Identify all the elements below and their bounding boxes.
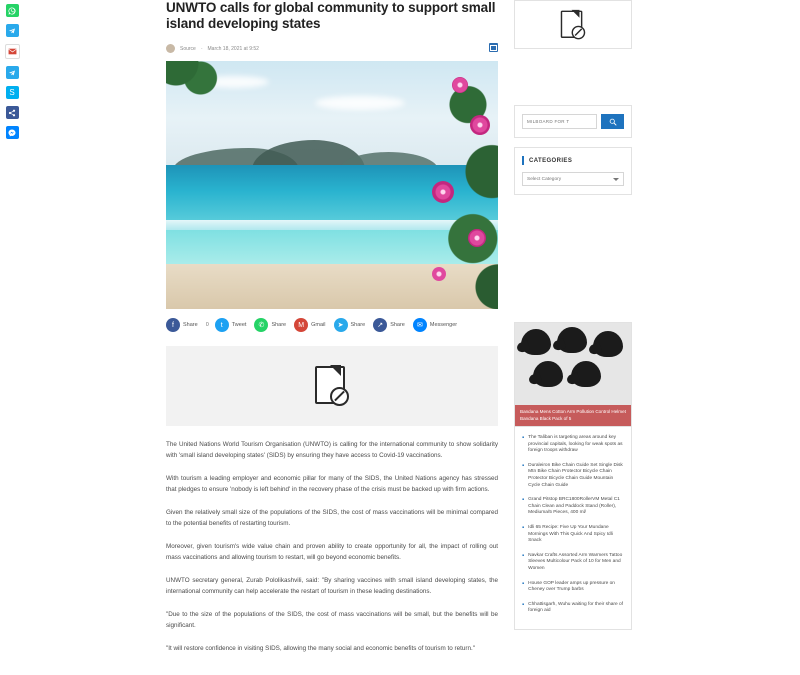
facebook-icon: f bbox=[166, 318, 180, 332]
skype-icon[interactable]: S bbox=[6, 86, 19, 99]
byline-separator: - bbox=[200, 45, 203, 52]
gmail-icon: M bbox=[294, 318, 308, 332]
list-item[interactable] bbox=[522, 463, 624, 489]
search-input[interactable] bbox=[522, 114, 597, 129]
share-icon[interactable] bbox=[6, 106, 19, 119]
list-item[interactable] bbox=[522, 525, 624, 545]
byline-source: Source bbox=[180, 45, 196, 52]
news-item-title: Navkar Crafts Assorted Arm Warmers Tattoo Sleeves Multicolour Pack of 10 for Men and Women bbox=[528, 552, 623, 571]
bullet-icon: ▪ bbox=[522, 497, 525, 504]
hero-flower bbox=[432, 267, 446, 281]
twitter-icon: t bbox=[215, 318, 229, 332]
broken-image-icon bbox=[315, 366, 349, 406]
share-whatsapp[interactable] bbox=[254, 318, 294, 332]
news-item-title: Grand Pitstop BRC1800RollerVM Metal C1 Chain Clean and Paddock Stand (Roller), Mediuma/5 Pieces, 400 ml/ bbox=[528, 497, 620, 516]
share-messenger[interactable] bbox=[413, 318, 465, 332]
chevron-down-icon bbox=[613, 178, 619, 181]
product-image bbox=[593, 331, 623, 357]
share-bar bbox=[166, 318, 498, 332]
share-gmail[interactable] bbox=[294, 318, 333, 332]
gmail-icon[interactable] bbox=[5, 44, 20, 59]
promo-caption: Bandana Mens Cotton Arm Pollution Control Helmet Bandana Black Pack of 5 bbox=[515, 405, 631, 426]
messenger-icon: ✉ bbox=[413, 318, 427, 332]
bullet-icon: ▪ bbox=[522, 601, 525, 608]
share-label: Gmail bbox=[311, 322, 326, 328]
share-icon: ↗ bbox=[373, 318, 387, 332]
heading-accent-bar bbox=[522, 156, 524, 165]
hero-flower bbox=[470, 115, 490, 135]
share-label: Share bbox=[350, 322, 366, 328]
list-item[interactable] bbox=[522, 553, 624, 573]
promo-card[interactable] bbox=[514, 322, 632, 427]
share-count: 0 bbox=[205, 322, 209, 328]
list-item[interactable] bbox=[522, 602, 624, 615]
share-twitter[interactable] bbox=[215, 318, 255, 332]
categories-heading-label: CATEGORIES bbox=[529, 157, 573, 164]
avatar bbox=[166, 44, 175, 53]
share-label: Share bbox=[390, 322, 405, 328]
share-telegram[interactable] bbox=[334, 318, 374, 332]
category-select[interactable] bbox=[522, 172, 624, 186]
telegram-share-icon[interactable] bbox=[6, 66, 19, 79]
article-paragraph: "It will restore confidence in visiting SIDS, allowing the many social and economic benefits of tourism to return." bbox=[166, 645, 475, 652]
list-item[interactable] bbox=[522, 581, 624, 594]
article-body bbox=[166, 440, 498, 655]
categories-widget bbox=[514, 147, 632, 195]
hero-flower bbox=[452, 77, 468, 93]
search-icon bbox=[609, 118, 617, 126]
list-item[interactable] bbox=[522, 497, 624, 517]
article-column bbox=[166, 0, 498, 668]
byline bbox=[166, 44, 498, 53]
share-label: Messenger bbox=[429, 322, 458, 328]
social-share-rail bbox=[0, 0, 24, 139]
share-generic[interactable] bbox=[373, 318, 413, 332]
news-item-title: House GOP leader amps up pressure on Cheney over Trump barbs bbox=[528, 580, 615, 593]
bullet-icon: ▪ bbox=[522, 462, 525, 469]
list-item[interactable] bbox=[522, 435, 624, 455]
bullet-icon: ▪ bbox=[522, 524, 525, 531]
share-facebook[interactable] bbox=[166, 318, 206, 332]
broken-image-icon bbox=[561, 10, 585, 39]
product-image bbox=[521, 329, 551, 355]
search-button[interactable] bbox=[601, 114, 624, 129]
news-item-title: The Taliban is targeting areas around key provincial capitals, looking for weak spots as foreign troops withdraw bbox=[528, 435, 623, 454]
telegram-icon: ➤ bbox=[334, 318, 348, 332]
bullet-icon: ▪ bbox=[522, 580, 525, 587]
page-title: UNWTO calls for global community to support small island developing states bbox=[166, 0, 496, 31]
whatsapp-icon[interactable] bbox=[6, 4, 19, 17]
hero-flower bbox=[468, 229, 486, 247]
product-image bbox=[571, 361, 601, 387]
news-item-title: Idli 65 Recipe: Five Up Your Mundane Mornings With This Quick And Spicy Idli Snack bbox=[528, 524, 613, 544]
hero-foliage-left bbox=[166, 61, 232, 117]
sidebar-news-list bbox=[514, 427, 632, 630]
article-paragraph: Moreover, given tourism's wide value chain and proven ability to create opportunity for all, the impact of rolling out mass vaccinations and allowing tourism to restart, will go beyond economic benefits. bbox=[166, 543, 498, 561]
bullet-icon: ▪ bbox=[522, 552, 525, 559]
article-paragraph: "Due to the size of the populations of the SIDS, the cost of mass vaccinations will be small, but the benefits will be significant. bbox=[166, 611, 498, 629]
hero-image bbox=[166, 61, 498, 309]
inline-ad-placeholder bbox=[166, 346, 498, 426]
news-item-title: Duraleiron Bike Chain Guide Set Single Disk Mtn Bike Chain Protector Bicycle Chain Protector Bicycle Chain Guide Mountain Cycle Chain Guide bbox=[528, 462, 623, 488]
news-item-title: Chhattisgarh, Wuhu waiting for their share of foreign aid bbox=[528, 601, 623, 614]
print-button[interactable] bbox=[489, 43, 498, 52]
article-paragraph: UNWTO secretary general, Zurab Pololikashvili, said: "By sharing vaccines with small island developing states, the international community can help accelerate the restart of tourism in these leading destinations. bbox=[166, 577, 498, 595]
sidebar-top-ad bbox=[514, 0, 632, 49]
bullet-icon: ▪ bbox=[522, 435, 525, 441]
messenger-icon[interactable] bbox=[6, 126, 19, 139]
share-label: Tweet bbox=[231, 322, 247, 328]
category-select-value: Select Category bbox=[527, 176, 562, 182]
article-paragraph: With tourism a leading employer and economic pillar for many of the SIDS, the United Nations agency has stressed that pledges to ensure 'nobody is left behind' in the recovery phase of the crisis must be backed up with firm actions. bbox=[166, 475, 498, 493]
product-image bbox=[533, 361, 563, 387]
share-label: Share bbox=[183, 322, 198, 328]
telegram-icon[interactable] bbox=[6, 24, 19, 37]
categories-heading bbox=[522, 156, 624, 165]
search-widget bbox=[514, 105, 632, 138]
article-paragraph: Given the relatively small size of the populations of the SIDS, the cost of mass vaccinations will be minimal compared to the potential benefits of restarting tourism. bbox=[166, 509, 498, 527]
sidebar-empty-space bbox=[514, 204, 632, 322]
byline-date: March 18, 2021 at 9:52 bbox=[207, 45, 259, 52]
hero-flower bbox=[432, 181, 454, 203]
share-label: Share bbox=[271, 322, 287, 328]
article-paragraph: The United Nations World Tourism Organisation (UNWTO) is calling for the international community to show solidarity with 'small island developing states' (SIDS) by ensuring they have access to Covid-19 vaccinations. bbox=[166, 441, 498, 459]
sidebar bbox=[514, 0, 632, 630]
product-image bbox=[557, 327, 587, 353]
whatsapp-icon: ✆ bbox=[254, 318, 268, 332]
